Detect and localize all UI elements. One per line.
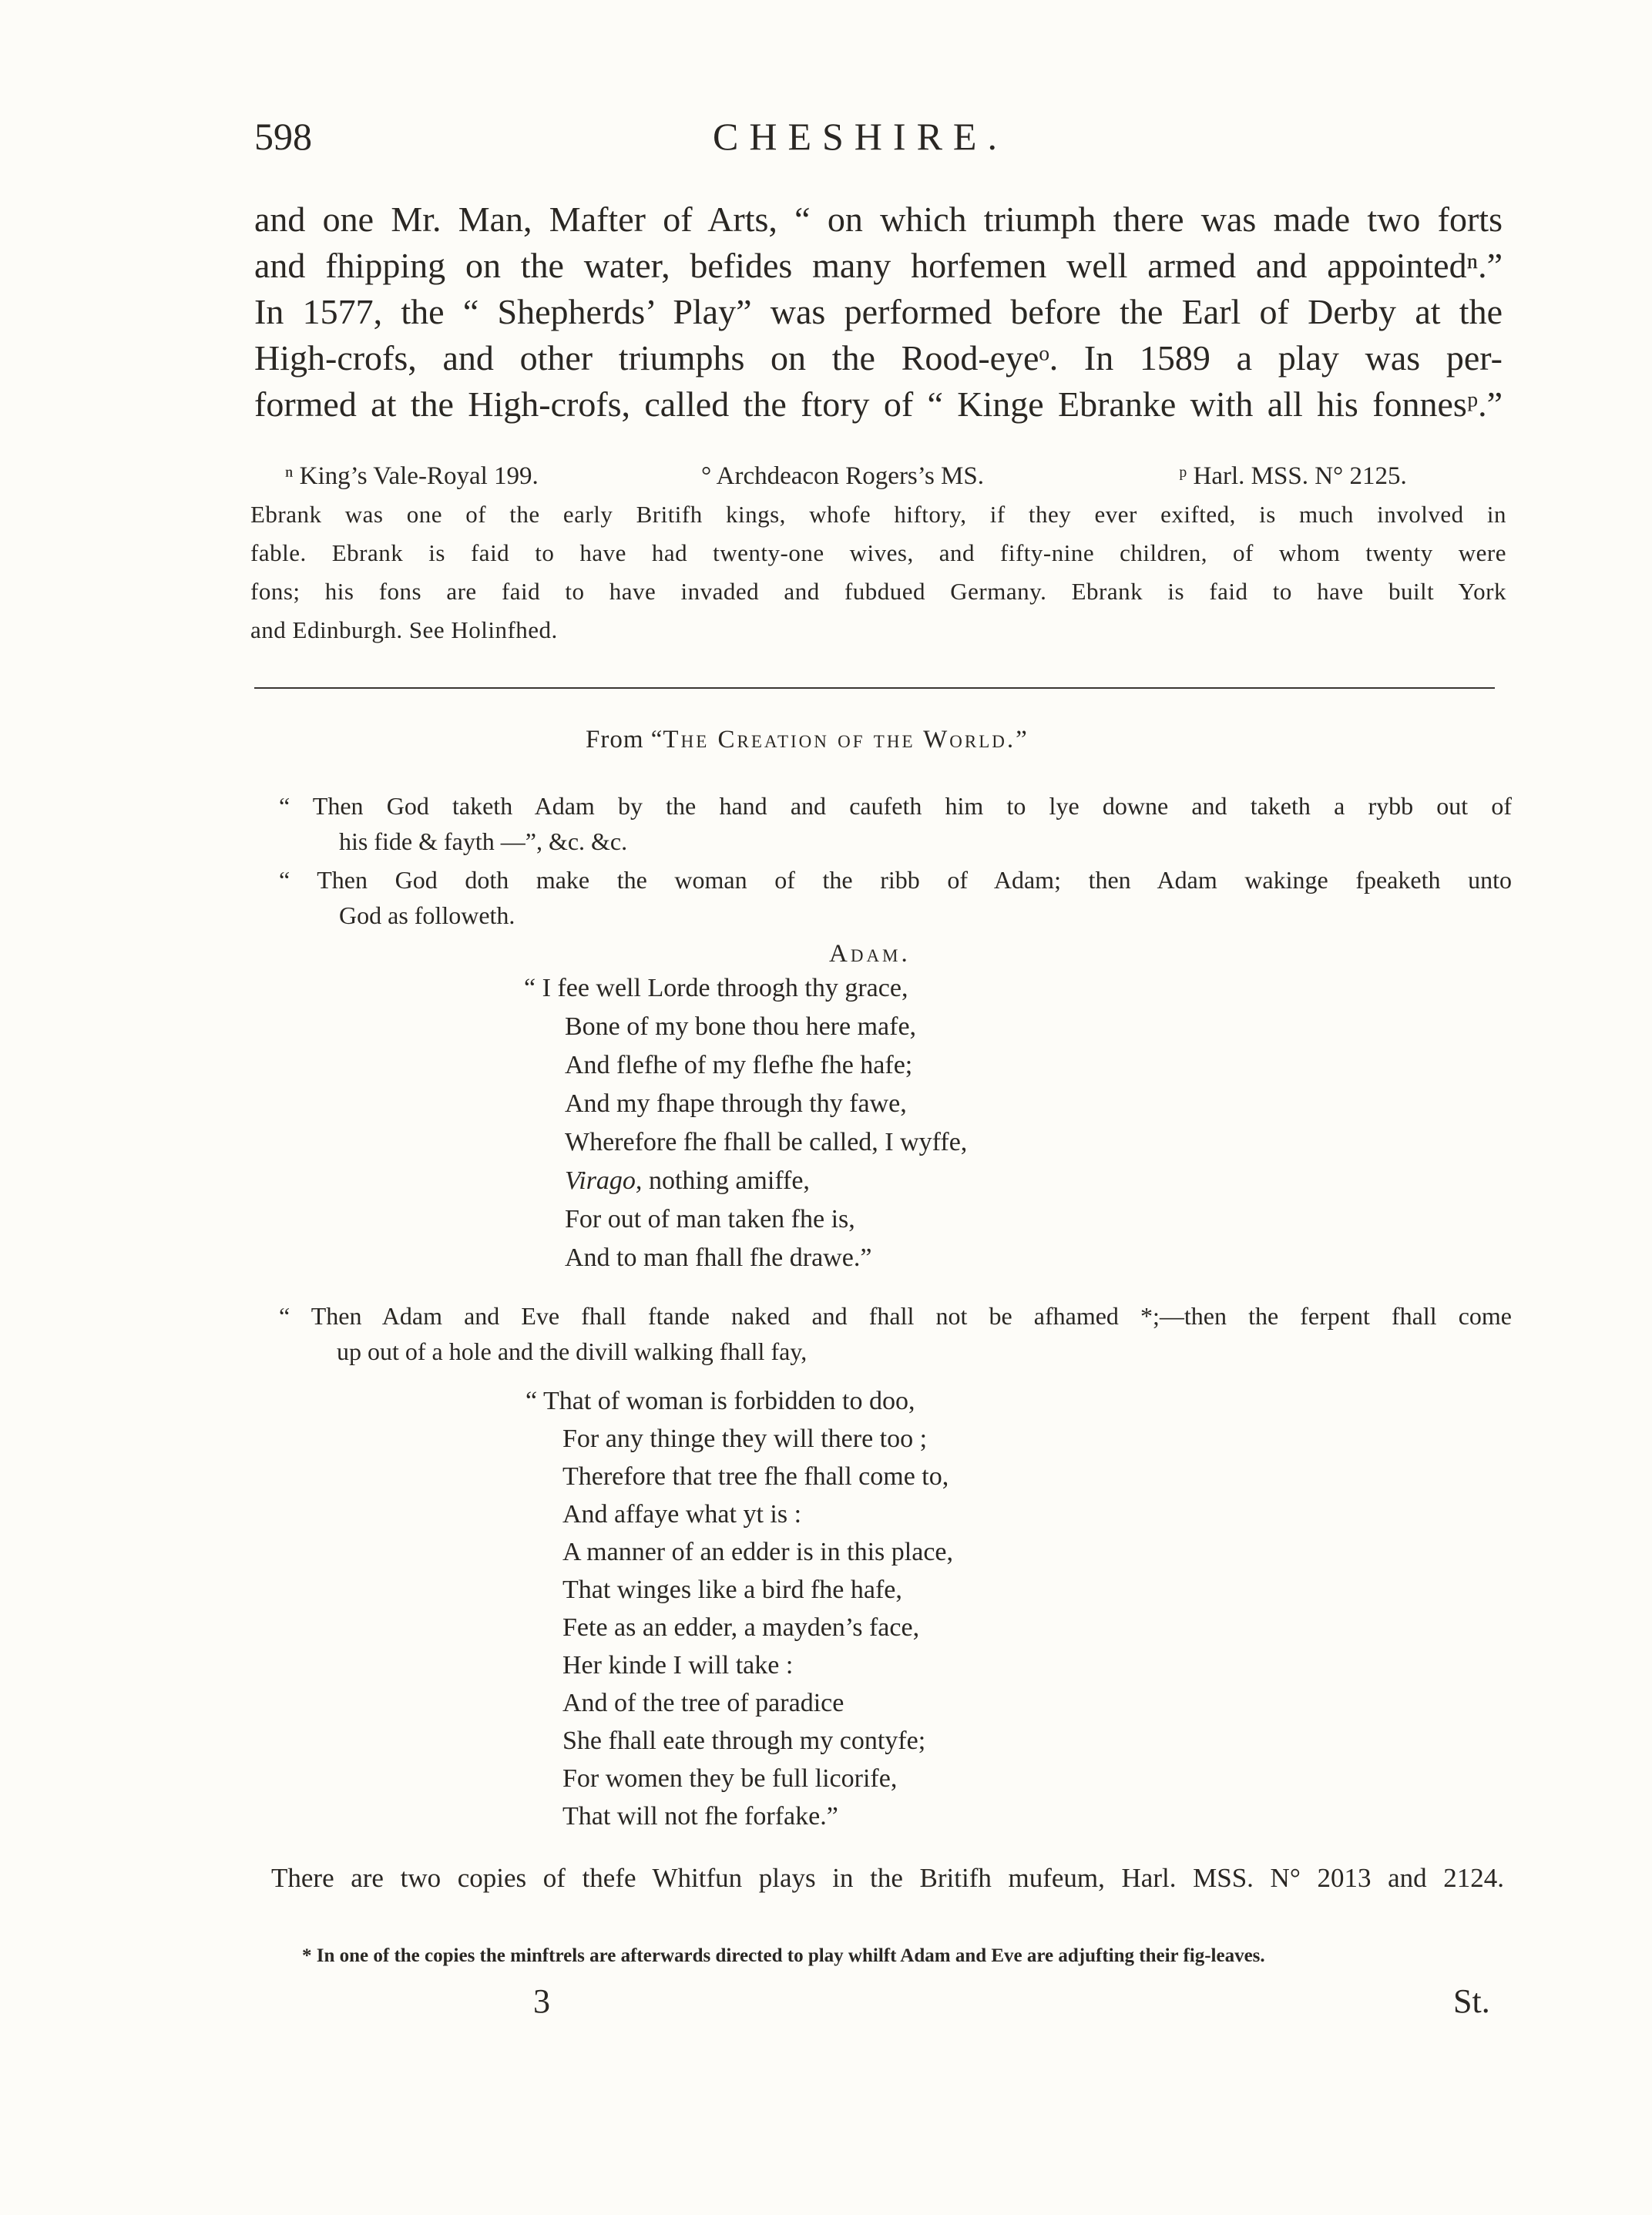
verse-line: A manner of an edder is in this place, (562, 1538, 954, 1566)
verse-line: “ That of woman is forbidden to doo, (525, 1387, 915, 1415)
verse-line: And flefhe of my flefhe fhe hafe; (565, 1051, 913, 1079)
verse-line: Virago, nothing amiffe, (565, 1166, 810, 1195)
stage-direction-line: “ Then Adam and Eve fhall ftande naked and fhall not be afhamed *;—then the ferpent fhall come (279, 1302, 1512, 1330)
verse-line: Therefore that tree fhe fhall come to, (562, 1462, 949, 1491)
verse-line: She fhall eate through my contyfe; (562, 1727, 926, 1755)
play-title: From “The Creation of the World.” (586, 726, 1028, 753)
verse-line: That winges like a bird fhe hafe, (562, 1576, 902, 1604)
footnote-n: ⁿ King’s Vale-Royal 199. (285, 462, 539, 490)
verse-line: Her kinde I will take : (562, 1651, 794, 1680)
verse-line: And affaye what yt is : (562, 1500, 802, 1529)
verse-line: Fete as an edder, a mayden’s face, (562, 1613, 920, 1642)
main-text-line: and one Mr. Man, Mafter of Arts, “ on which triumph there was made two forts (254, 200, 1503, 239)
stage-direction-line: God as followeth. (339, 901, 515, 929)
verse-line: And of the tree of paradice (562, 1689, 844, 1717)
section-divider (254, 687, 1495, 689)
signature-mark: 3 (533, 1982, 550, 2020)
verse-line: And my fhape through thy fawe, (565, 1089, 907, 1118)
footnote-p: ᵖ Harl. MSS. N° 2125. (1179, 462, 1407, 490)
footnote-line: fable. Ebrank is faid to have had twenty-one wives, and fifty-nine children, of whom twenty were (250, 539, 1506, 566)
footnote-line: fons; his fons are faid to have invaded and fubdued Germany. Ebrank is faid to have built York (250, 578, 1506, 605)
verse-line: For out of man taken fhe is, (565, 1205, 855, 1233)
verse-line: Wherefore fhe fhall be called, I wyffe, (565, 1128, 968, 1156)
verse-line: For any thinge they will there too ; (562, 1425, 928, 1453)
verse-line: “ I fee well Lorde throogh thy grace, (524, 974, 908, 1002)
closing-note: There are two copies of thefe Whitfun plays in the Britifh mufeum, Harl. MSS. N° 2013 and 2124. (271, 1863, 1504, 1893)
footnote-line: and Edinburgh. See Holinfhed. (250, 616, 558, 643)
verse-line: And to man fhall fhe drawe.” (565, 1243, 872, 1272)
speaker-name: Adam. (829, 940, 911, 968)
verse-line: Bone of my bone thou here mafe, (565, 1012, 917, 1041)
stage-direction-line: “ Then God taketh Adam by the hand and caufeth him to lye downe and taketh a rybb out of (279, 792, 1512, 820)
catchword: St. (1453, 1982, 1490, 2020)
footnote-line: Ebrank was one of the early Britifh kings, whofe hiftory, if they ever exifted, is much involved in (250, 501, 1506, 528)
page-number: 598 (254, 115, 312, 158)
main-text-line: High-crofs, and other triumphs on the Rood-eyeᵒ. In 1589 a play was per- (254, 338, 1503, 378)
main-text-line: formed at the High-crofs, called the ftory of “ Kinge Ebranke with all his fonnesᵖ.” (254, 384, 1503, 424)
footnote-o: ° Archdeacon Rogers’s MS. (701, 462, 984, 490)
asterisk-footnote: * In one of the copies the minftrels are afterwards directed to play whilft Adam and Eve are adjufting their fig-leaves. (302, 1945, 1265, 1966)
main-text-line: In 1577, the “ Shepherds’ Play” was performed before the Earl of Derby at the (254, 292, 1503, 331)
verse-line: For women they be full licorife, (562, 1764, 898, 1793)
running-title: CHESHIRE. (713, 115, 1008, 158)
stage-direction-line: “ Then God doth make the woman of the ribb of Adam; then Adam wakinge fpeaketh unto (279, 866, 1512, 894)
stage-direction-line: up out of a hole and the divill walking fhall fay, (337, 1337, 808, 1365)
main-text-line: and fhipping on the water, befides many horfemen well armed and appointedⁿ.” (254, 246, 1503, 285)
verse-line: That will not fhe forfake.” (562, 1802, 838, 1831)
stage-direction-line: his fide & fayth —”, &c. &c. (339, 827, 628, 855)
